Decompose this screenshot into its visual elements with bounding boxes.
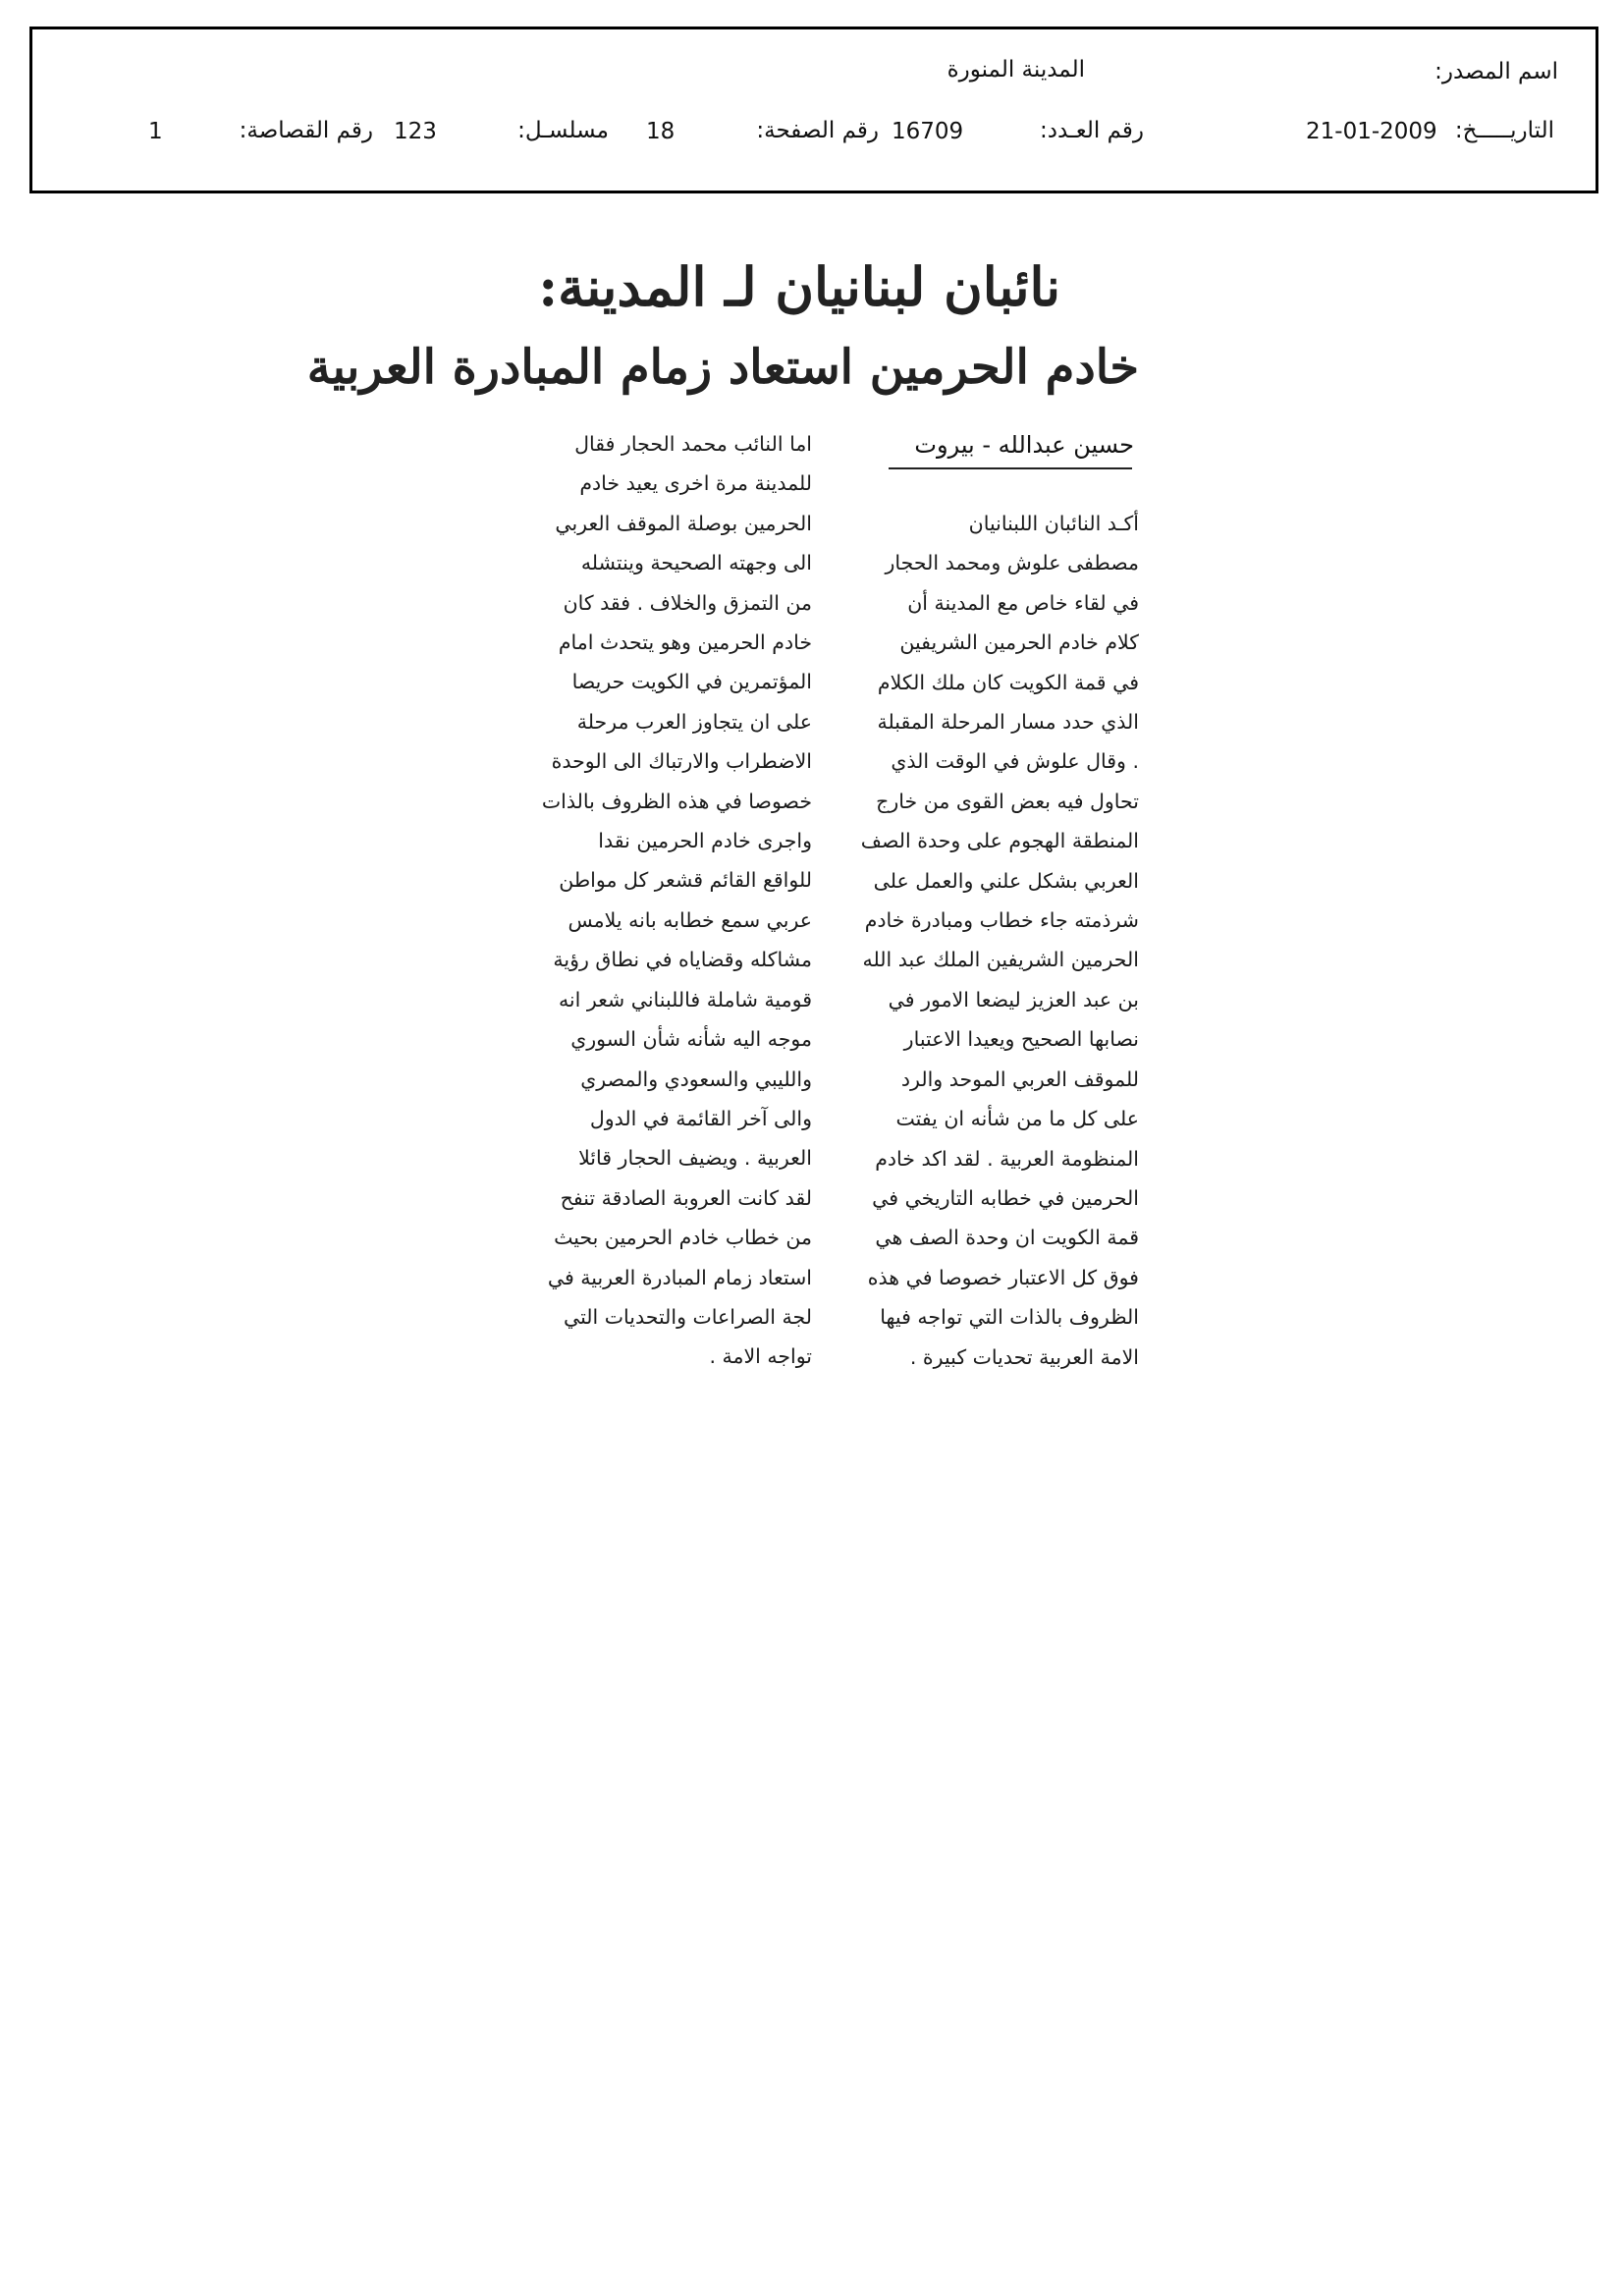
article-line: للواقع القائم قشعر كل مواطن [559,868,812,893]
article-line: المنظومة العربية . لقد اكد خادم [875,1146,1139,1171]
article-line: لقد كانت العروبة الصادقة تنفح [560,1185,812,1210]
article-line: المؤتمرين في الكويت حريصا [571,670,812,694]
article-line: الحرمين بوصلة الموقف العربي [555,511,812,535]
article-line: في لقاء خاص مع المدينة أن [907,590,1139,615]
page-value: 18 [646,119,676,144]
article-line: استعاد زمام المبادرة العربية في [547,1265,812,1289]
article-line: تحاول فيه بعض القوى من خارج [876,789,1139,813]
article-line: اما النائب محمد الحجار فقال [574,432,812,456]
article-line: الذي حدد مسار المرحلة المقبلة [877,710,1139,735]
article-line: والى آخر القائمة في الدول [589,1106,812,1130]
article-line: خصوصا في هذه الظروف بالذات [541,789,812,813]
issue-label: رقم العـدد: [1039,118,1144,143]
article-line: مشاكله وقضاياه في نطاق رؤية [553,948,812,972]
serial-value: 123 [394,119,437,144]
source-label: اسم المصدر: [1434,59,1558,84]
article-line: على كل ما من شأنه ان يفتت [895,1107,1139,1131]
clip-value: 1 [148,119,163,144]
source-value: المدينة المنورة [947,57,1085,82]
article-line: موجه اليه شأنه شأن السوري [570,1027,812,1052]
article-line: العربية . ويضيف الحجار قائلا [578,1146,812,1171]
date-label: التاريـــــخ: [1454,118,1554,143]
article-line: العربي بشكل علني والعمل على [873,868,1139,893]
serial-label: مسلسـل: [517,118,609,143]
article-line: الامة العربية تحديات كبيرة . [909,1344,1139,1369]
article-line: للموقف العربي الموحد والرد [900,1066,1139,1091]
article-line: الى وجهته الصحيحة وينتشله [580,551,812,575]
article-line: واجرى خادم الحرمين نقدا [598,829,812,853]
article-line: الحرمين الشريفين الملك عبد الله [862,948,1139,972]
byline-underline [889,467,1132,469]
date-value: 21-01-2009 [1306,119,1437,144]
article-line: بن عبد العزيز ليضعا الامور في [888,987,1139,1011]
article-line: خادم الحرمين وهو يتحدث امام [558,630,812,655]
article-line: الحرمين في خطابه التاريخي في [872,1185,1139,1210]
article-line: فوق كل الاعتبار خصوصا في هذه [867,1265,1139,1289]
article-line: في قمة الكويت كان ملك الكلام [877,670,1139,694]
article-line: والليبي والسعودي والمصري [580,1066,812,1091]
article-line: . وقال علوش في الوقت الذي [891,749,1139,774]
article-line: شرذمته جاء خطاب ومبادرة خادم [864,908,1139,933]
article-line: قومية شاملة فاللبناني شعر انه [558,987,812,1011]
article-line: من التمزق والخلاف . فقد كان [563,590,812,615]
issue-value: 16709 [892,119,964,144]
article-line: مصطفى علوش ومحمد الحجار [885,551,1139,575]
article-line: قمة الكويت ان وحدة الصف هي [875,1226,1139,1250]
article-column-left [517,424,812,1377]
article-line: من خطاب خادم الحرمين بحيث [554,1226,812,1250]
byline: حسين عبدالله - بيروت [914,431,1134,459]
headline-secondary: خادم الحرمين استعاد زمام المبادرة العربية [306,340,1139,395]
article-line: نصابها الصحيح ويعيدا الاعتبار [903,1027,1139,1052]
article-line: الاضطراب والارتباك الى الوحدة [551,749,812,774]
article-line: للمدينة مرة اخرى يعيد خادم [579,471,812,496]
article-line: أكـد النائبان اللبنانيان [968,512,1139,535]
article-line: كلام خادم الحرمين الشريفين [899,630,1139,655]
clip-label: رقم القصاصة: [239,118,373,143]
article-line: المنطقة الهجوم على وحدة الصف [860,829,1139,853]
article-column-right [846,504,1139,1377]
headline-primary: نائبان لبنانيان لـ المدينة: [538,255,1060,318]
page-label: رقم الصفحة: [756,118,879,143]
article-line: الظروف بالذات التي تواجه فيها [880,1305,1139,1330]
article-line: عربي سمع خطابه بانه يلامس [568,907,812,932]
article-line: تواجه الامة . [709,1344,812,1369]
clipping-info-box [29,27,1598,193]
article-line: لجة الصراعات والتحديات التي [563,1304,812,1329]
article-line: على ان يتجاوز العرب مرحلة [576,709,812,734]
